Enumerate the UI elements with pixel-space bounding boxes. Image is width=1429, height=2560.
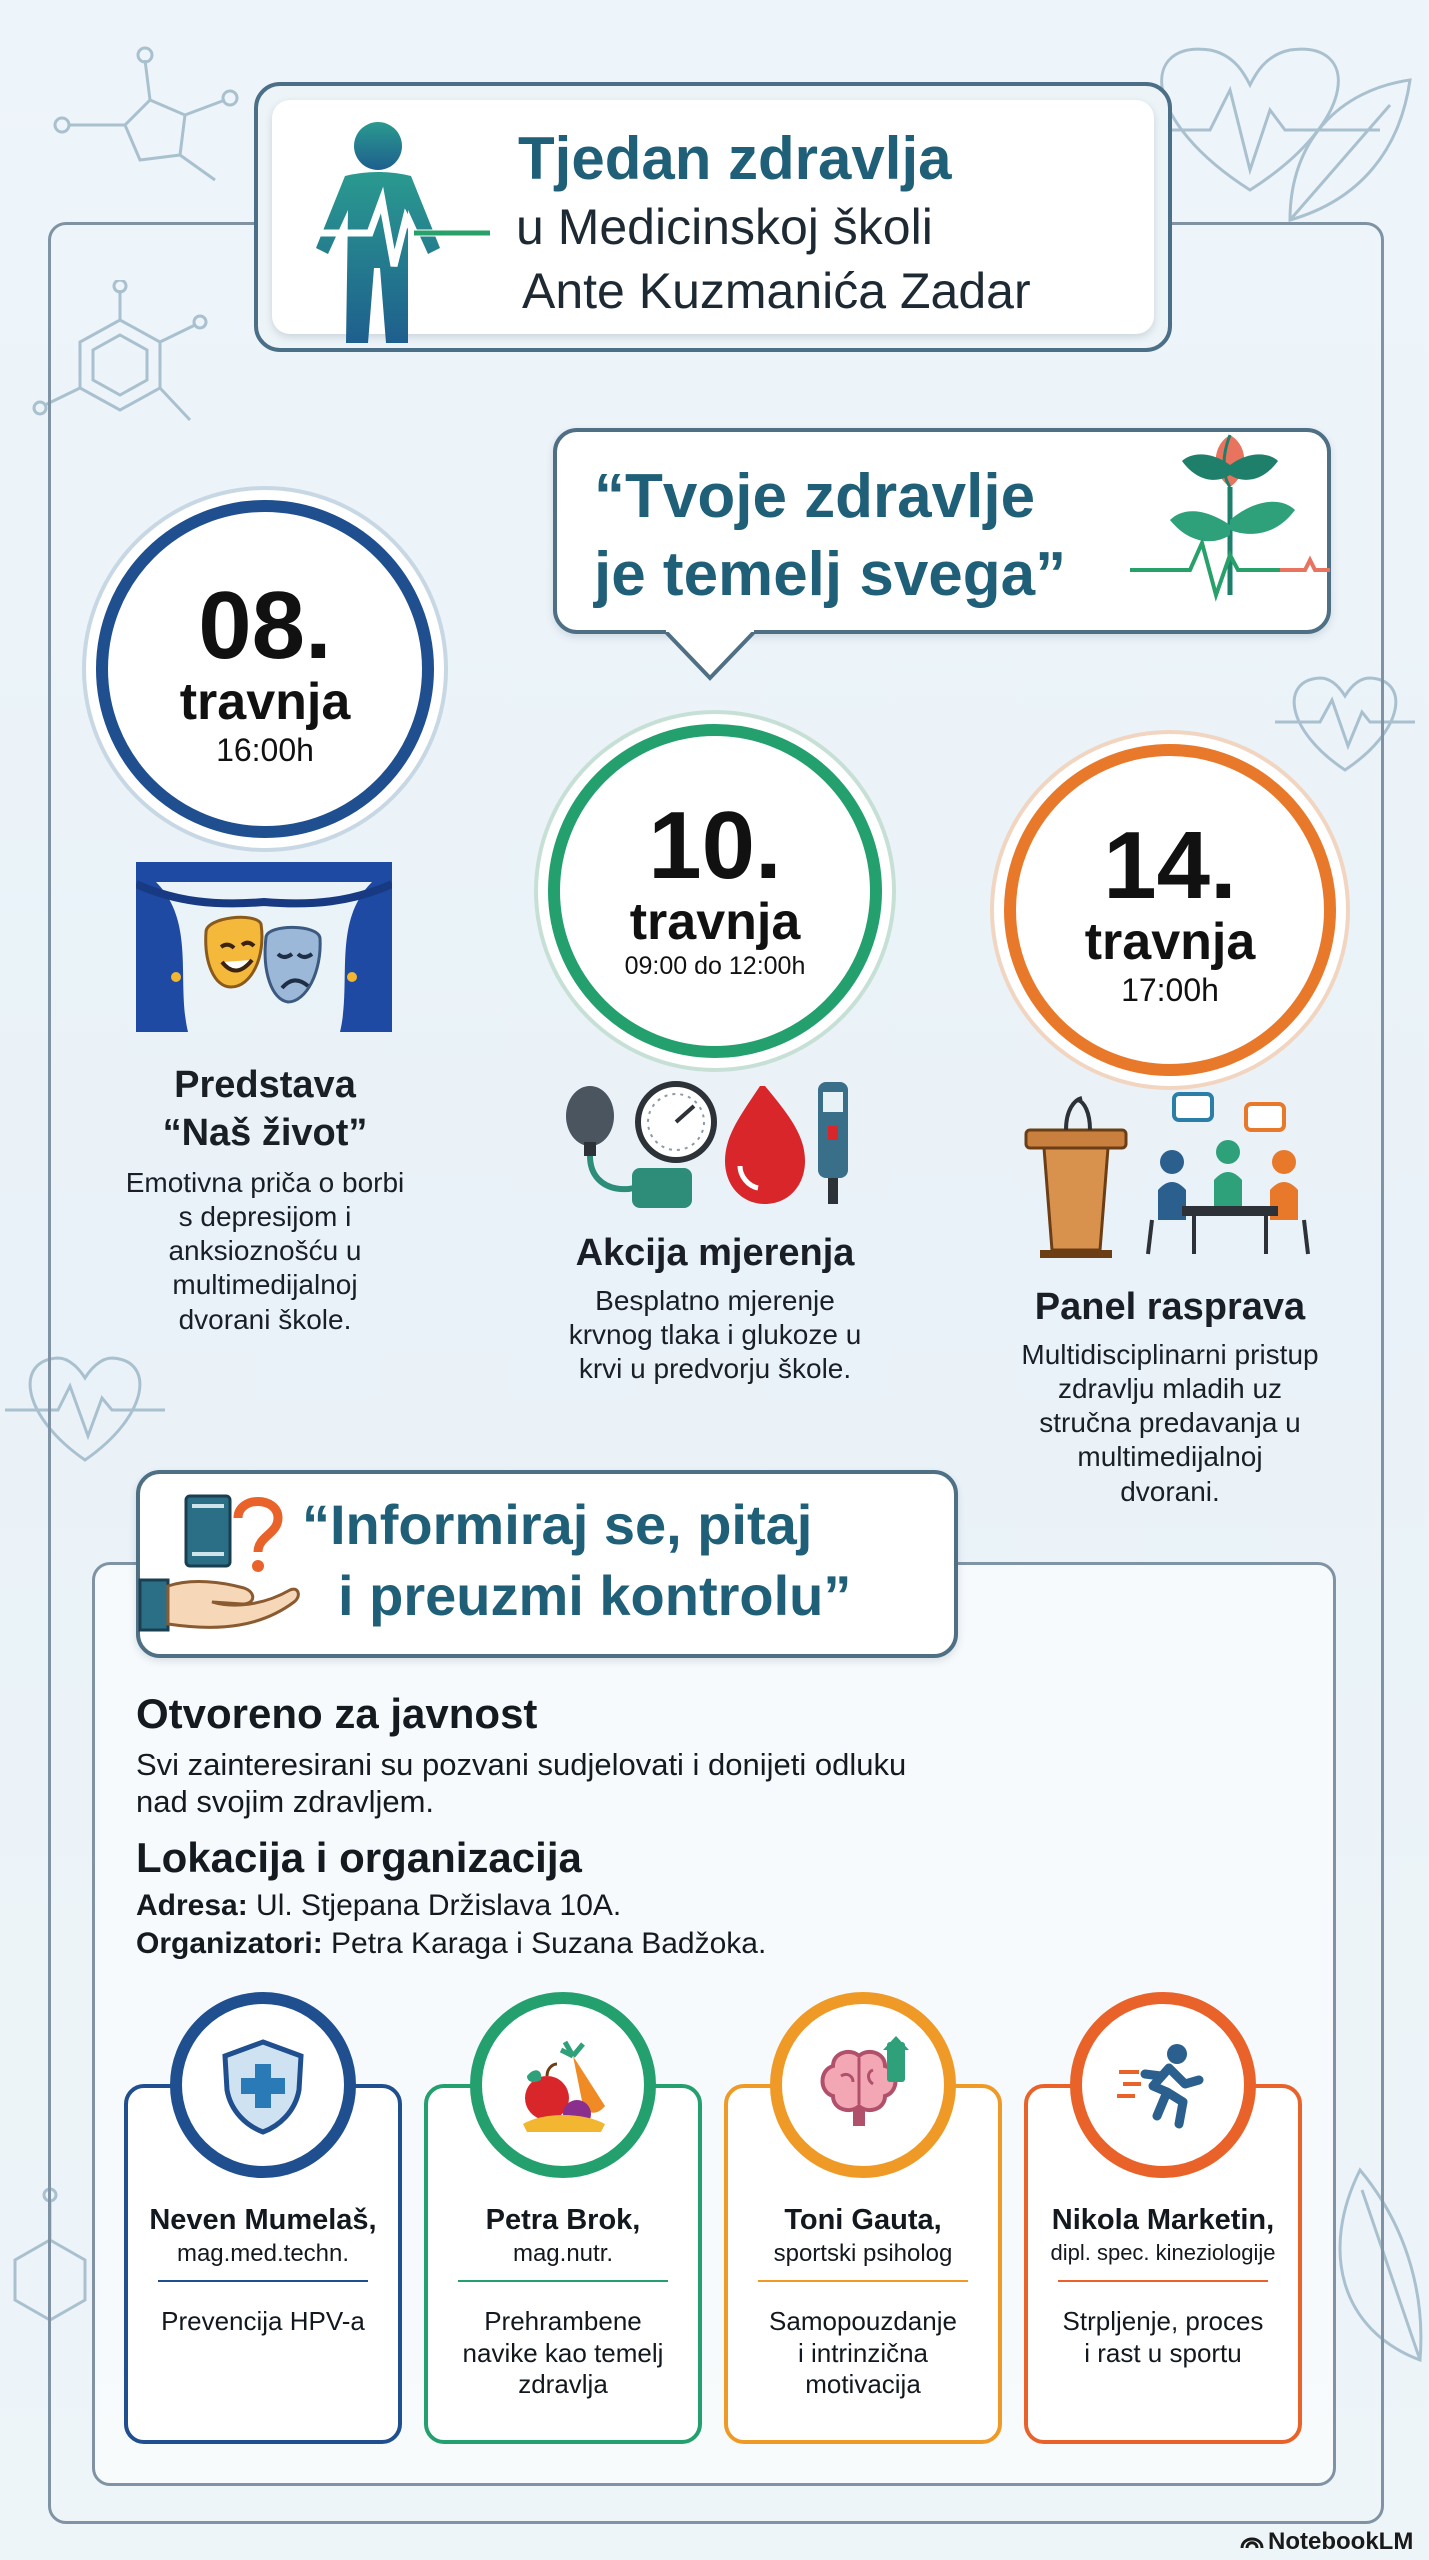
page-subtitle-line1: u Medicinskoj školi xyxy=(516,199,933,255)
event-2-desc-line: Besplatno mjerenje xyxy=(595,1285,835,1316)
notebooklm-logo-icon xyxy=(1240,2530,1264,2550)
speaker-4-topic xyxy=(1038,2306,1288,2369)
event-1-day: 08. xyxy=(198,572,332,679)
event-1-desc-line: s depresijom i xyxy=(178,1201,352,1233)
event-3-month: travnja xyxy=(1084,913,1256,971)
speaker-2-topic xyxy=(438,2306,688,2401)
speaker-2-divider xyxy=(458,2280,668,2282)
open-text xyxy=(136,1746,906,1820)
event-2-month: travnja xyxy=(629,893,801,951)
blood-pressure-icon xyxy=(560,1076,860,1212)
motto-text xyxy=(594,458,1066,613)
speaker-1-name: Neven Mumelaš, xyxy=(149,2204,377,2236)
speaker-2-topic-line: navike kao temelj xyxy=(462,2337,664,2368)
event-2-title: Akcija mjerenja xyxy=(575,1232,855,1274)
brain-growth-icon xyxy=(813,2036,913,2136)
address-line xyxy=(136,1888,621,1924)
event-3-desc-line: Multidisciplinarni pristup xyxy=(1021,1339,1319,1370)
speaker-3-divider xyxy=(758,2280,968,2282)
speaker-4-topic-line: i rast u sportu xyxy=(1084,2337,1242,2368)
event-3-time: 17:00h xyxy=(1121,972,1219,1009)
runner-icon xyxy=(1113,2036,1213,2136)
info-quote-line2: i preuzmi kontrolu” xyxy=(338,1563,852,1627)
speaker-1-topic xyxy=(138,2306,388,2338)
event-2-desc-line: krvi u predvorju škole. xyxy=(578,1353,852,1385)
event-1-desc-line: Emotivna priča o borbi xyxy=(125,1167,405,1198)
leaf-decoration-icon xyxy=(1270,60,1420,230)
date-circle-event-3 xyxy=(1004,744,1336,1076)
address-label: Adresa: xyxy=(136,1889,248,1922)
fruits-vegetables-icon xyxy=(513,2036,613,2136)
plant-pulse-icon xyxy=(1130,395,1330,615)
open-heading: Otvoreno za javnost xyxy=(136,1690,538,1737)
open-text-line2: nad svojim zdravljem. xyxy=(136,1784,435,1820)
event-1-desc-line: multimedijalnoj xyxy=(172,1269,358,1301)
date-circle-event-1 xyxy=(96,500,434,838)
speaker-3-role: sportski psiholog xyxy=(773,2240,953,2267)
speaker-1-topic-line: Prevencija HPV-a xyxy=(161,2306,365,2336)
event-1-desc-line: anksioznošću u xyxy=(168,1235,362,1267)
event-1-month: travnja xyxy=(179,673,351,731)
address-value: Ul. Stjepana Držislava 10A. xyxy=(247,1889,622,1922)
panel-discussion-icon xyxy=(1022,1090,1322,1260)
location-heading: Lokacija i organizacija xyxy=(136,1834,582,1881)
open-text-line1: Svi zainteresirani su pozvani sudjelovati i donijeti odluku xyxy=(136,1747,907,1782)
event-1-description xyxy=(95,1166,435,1337)
motto-line2: je temelj svega” xyxy=(594,539,1067,609)
event-2-day: 10. xyxy=(648,792,782,899)
speaker-4-topic-line: Strpljenje, proces xyxy=(1062,2306,1264,2336)
speaker-1-divider xyxy=(158,2280,368,2282)
speaker-3-topic xyxy=(738,2306,988,2401)
event-1-title xyxy=(100,1062,430,1157)
speaker-4-divider xyxy=(1058,2280,1268,2282)
event-3-desc-line: stručna predavanja u xyxy=(1039,1407,1301,1439)
book-question-hand-icon xyxy=(132,1490,302,1640)
event-3-desc-line: dvorani. xyxy=(1120,1475,1220,1507)
theater-masks-icon xyxy=(136,862,392,1032)
info-quote-text xyxy=(302,1490,851,1631)
speaker-3-name: Toni Gauta, xyxy=(784,2204,942,2236)
event-2-description xyxy=(530,1284,900,1386)
human-body-pulse-icon xyxy=(290,118,500,348)
page-subtitle-line2: Ante Kuzmanića Zadar xyxy=(522,263,1031,319)
organizers-value: Petra Karaga i Suzana Badžoka. xyxy=(322,1927,767,1960)
shield-cross-icon xyxy=(213,2036,313,2136)
speaker-3-topic-line: i intrinzična xyxy=(797,2337,929,2368)
motto-line1: “Tvoje zdravlje xyxy=(594,462,1036,531)
event-3-desc-line: zdravlju mladih uz xyxy=(1057,1373,1283,1405)
speaker-4-name: Nikola Marketin, xyxy=(1051,2204,1275,2236)
event-3-title: Panel rasprava xyxy=(1034,1286,1306,1328)
speaker-1-role: mag.med.techn. xyxy=(176,2240,350,2267)
info-quote-line1: “Informiraj se, pitaj xyxy=(302,1493,813,1556)
event-3-desc-line: multimedijalnoj xyxy=(1077,1441,1263,1473)
page-title: Tjedan zdravlja xyxy=(518,125,952,192)
event-1-desc-line: dvorani škole. xyxy=(178,1303,352,1335)
speaker-4-role: dipl. spec. kineziologije xyxy=(1050,2240,1276,2265)
speaker-2-topic-line: zdravlja xyxy=(518,2369,608,2400)
speaker-3-topic-line: motivacija xyxy=(805,2369,921,2400)
speaker-2-topic-line: Prehrambene xyxy=(484,2306,642,2336)
bubble-pointer xyxy=(664,630,756,682)
event-3-day: 14. xyxy=(1103,812,1237,919)
event-2-time: 09:00 do 12:00h xyxy=(624,952,806,981)
molecule-decoration-icon xyxy=(30,40,250,200)
event-1-title-line2: “Naš život” xyxy=(162,1111,368,1154)
brand-label: NotebookLM xyxy=(1268,2528,1414,2555)
event-1-time: 16:00h xyxy=(216,732,314,769)
organizers-line xyxy=(136,1926,766,1962)
event-2-desc-line: krvnog tlaka i glukoze u xyxy=(568,1319,862,1351)
event-3-description xyxy=(985,1338,1355,1509)
date-circle-event-2 xyxy=(548,724,882,1058)
speaker-3-topic-line: Samopouzdanje xyxy=(769,2306,957,2336)
speaker-2-role: mag.nutr. xyxy=(512,2240,614,2267)
organizers-label: Organizatori: xyxy=(136,1927,323,1960)
speaker-2-name: Petra Brok, xyxy=(485,2204,641,2236)
event-1-title-line1: Predstava xyxy=(174,1064,356,1106)
